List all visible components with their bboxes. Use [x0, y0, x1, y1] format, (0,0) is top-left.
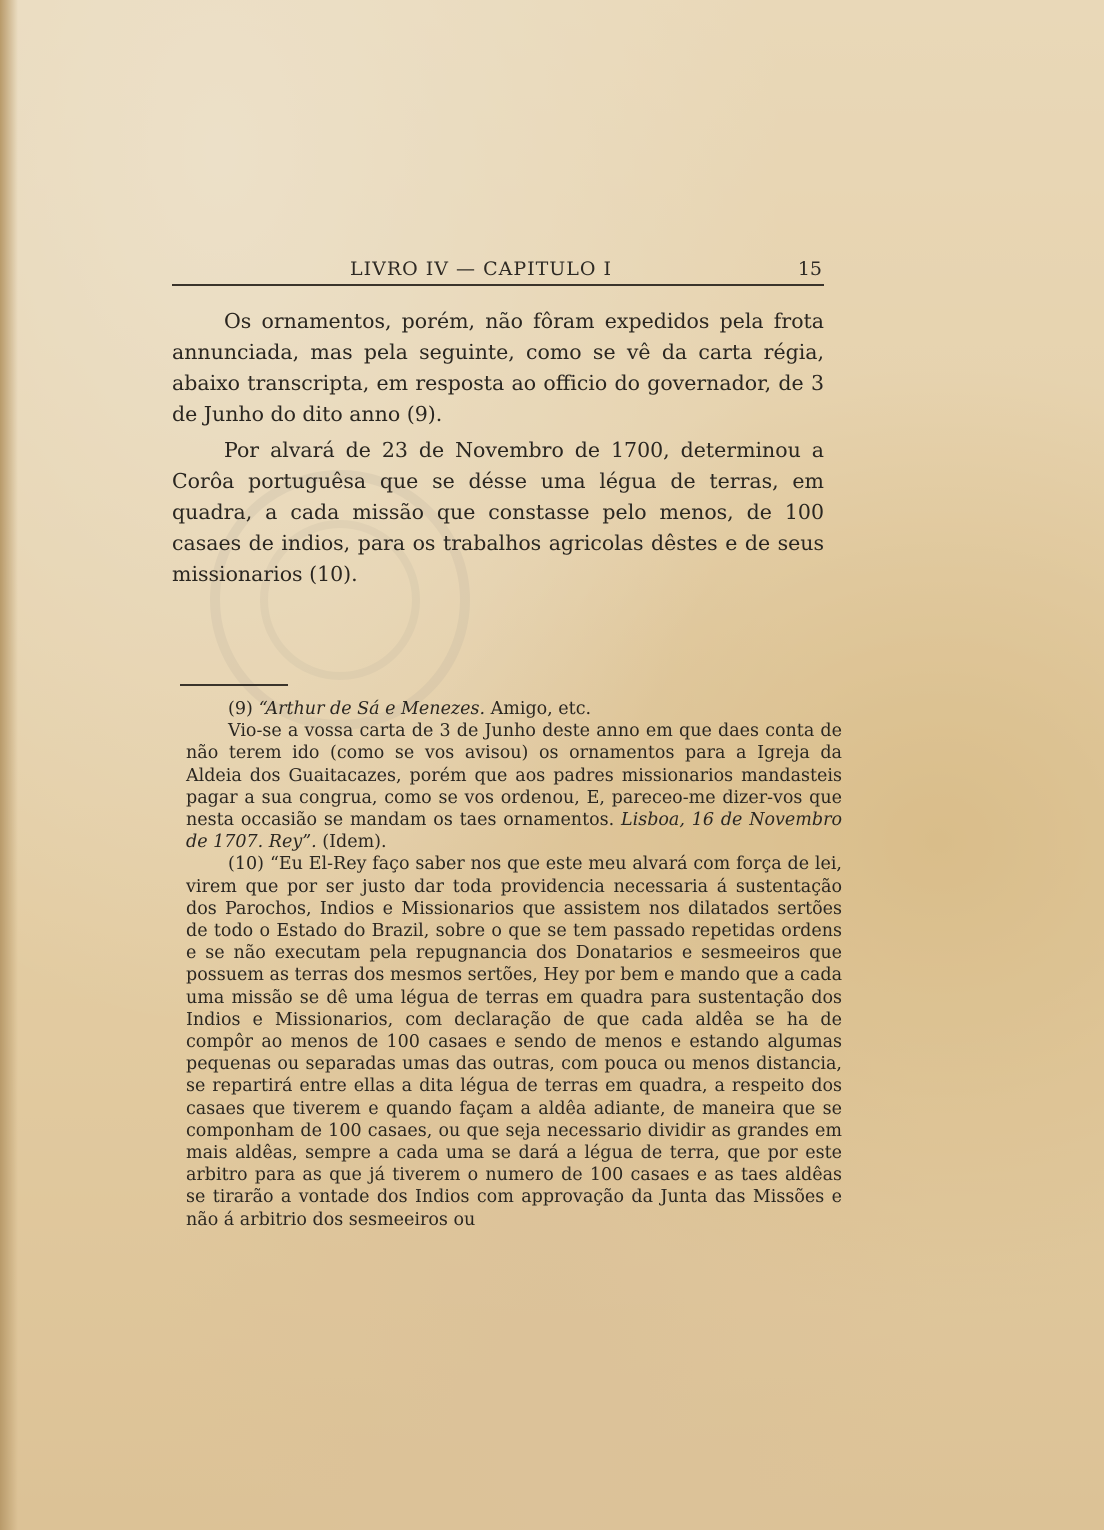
- footnote-9-salutation: Amigo, etc.: [485, 699, 592, 719]
- footnote-9-heading: [186, 698, 842, 720]
- footnote-9-text: Vio-se a vossa carta de 3 de Junho deste anno em que daes conta de não terem ido (como se vos avisou) os ornamentos para a Igreja da Aldeia dos Guaitacazes, porém que aos padres missionarios mandasteis pagar a sua congrua, como se vos ordenou, E, pareceo-me dizer-vos que nesta occasião se mandam os taes ornamentos.: [186, 721, 842, 831]
- footnote-9-mark: (9): [228, 699, 253, 719]
- footnote-10-body: [186, 853, 842, 1230]
- footnotes: [186, 698, 842, 1231]
- footnote-9-body: [186, 720, 842, 853]
- running-title: LIVRO IV — CAPITULO I: [350, 258, 613, 280]
- paragraph-alvara: Por alvará de 23 de Novembro de 1700, determinou a Corôa portuguêsa que se désse uma légua de terras, em quadra, a cada missão que constasse pelo menos, de 100 casaes de indios, para os trabalhos agricolas dêstes e de seus missionarios (10).: [172, 438, 824, 586]
- page-number: 15: [797, 258, 822, 280]
- footnote-9-addressee: “Arthur de Sá e Menezes.: [258, 699, 486, 719]
- footnote-separator: [180, 684, 288, 686]
- page-header: [172, 256, 824, 286]
- paragraph-ornamentos: Os ornamentos, porém, não fôram expedidos pela frota annunciada, mas pela seguinte, como se vê da carta régia, abaixo transcripta, em resposta ao officio do governador, de 3 de Junho do dito anno (9).: [172, 309, 824, 426]
- footnote-9-source: (Idem).: [316, 832, 387, 853]
- footnote-9-date: Lisboa, 16 de Novembro de 1707. Rey”.: [186, 810, 842, 853]
- page-edge-shadow: [0, 0, 18, 1530]
- main-text: [172, 306, 824, 595]
- footnote-10-mark: (10): [228, 854, 264, 875]
- footnote-10-text: “Eu El-Rey faço saber nos que este meu alvará com força de lei, virem que por ser justo dar toda providencia necessaria á sustentação dos Parochos, Indios e Missionarios que assistem nos dilatados sertões de todo o Estado do Brazil, sobre o que se tem passado repetidas ordens e se não executam pela repugnancia dos Donatarios e sesmeeiros que possuem as terras dos mesmos sertões, Hey por bem e mando que a cada uma missão se dê uma légua de terras em quadra para sustentação dos Indios e Missionarios, com declaração de que cada aldêa se ha de compôr ao menos de 100 casaes e sendo de menos e estando algumas pequenas ou separadas umas das outras, com pouca ou menos distancia, se repartirá entre ellas a dita légua de terras em quadra, a respeito dos casaes que tiverem e quando façam a aldêa adiante, de maneira que se componham de 100 casaes, ou que seja necessario dividir as grandes em mais aldêas, sempre a cada uma se dará a légua de terra, que por este arbitro para as que já tiverem o numero de 100 casaes e as taes aldêas se tirarão a vontade dos Indios com approvação da Junta das Missões e não á arbitrio dos sesmeeiros ou: [186, 854, 842, 1230]
